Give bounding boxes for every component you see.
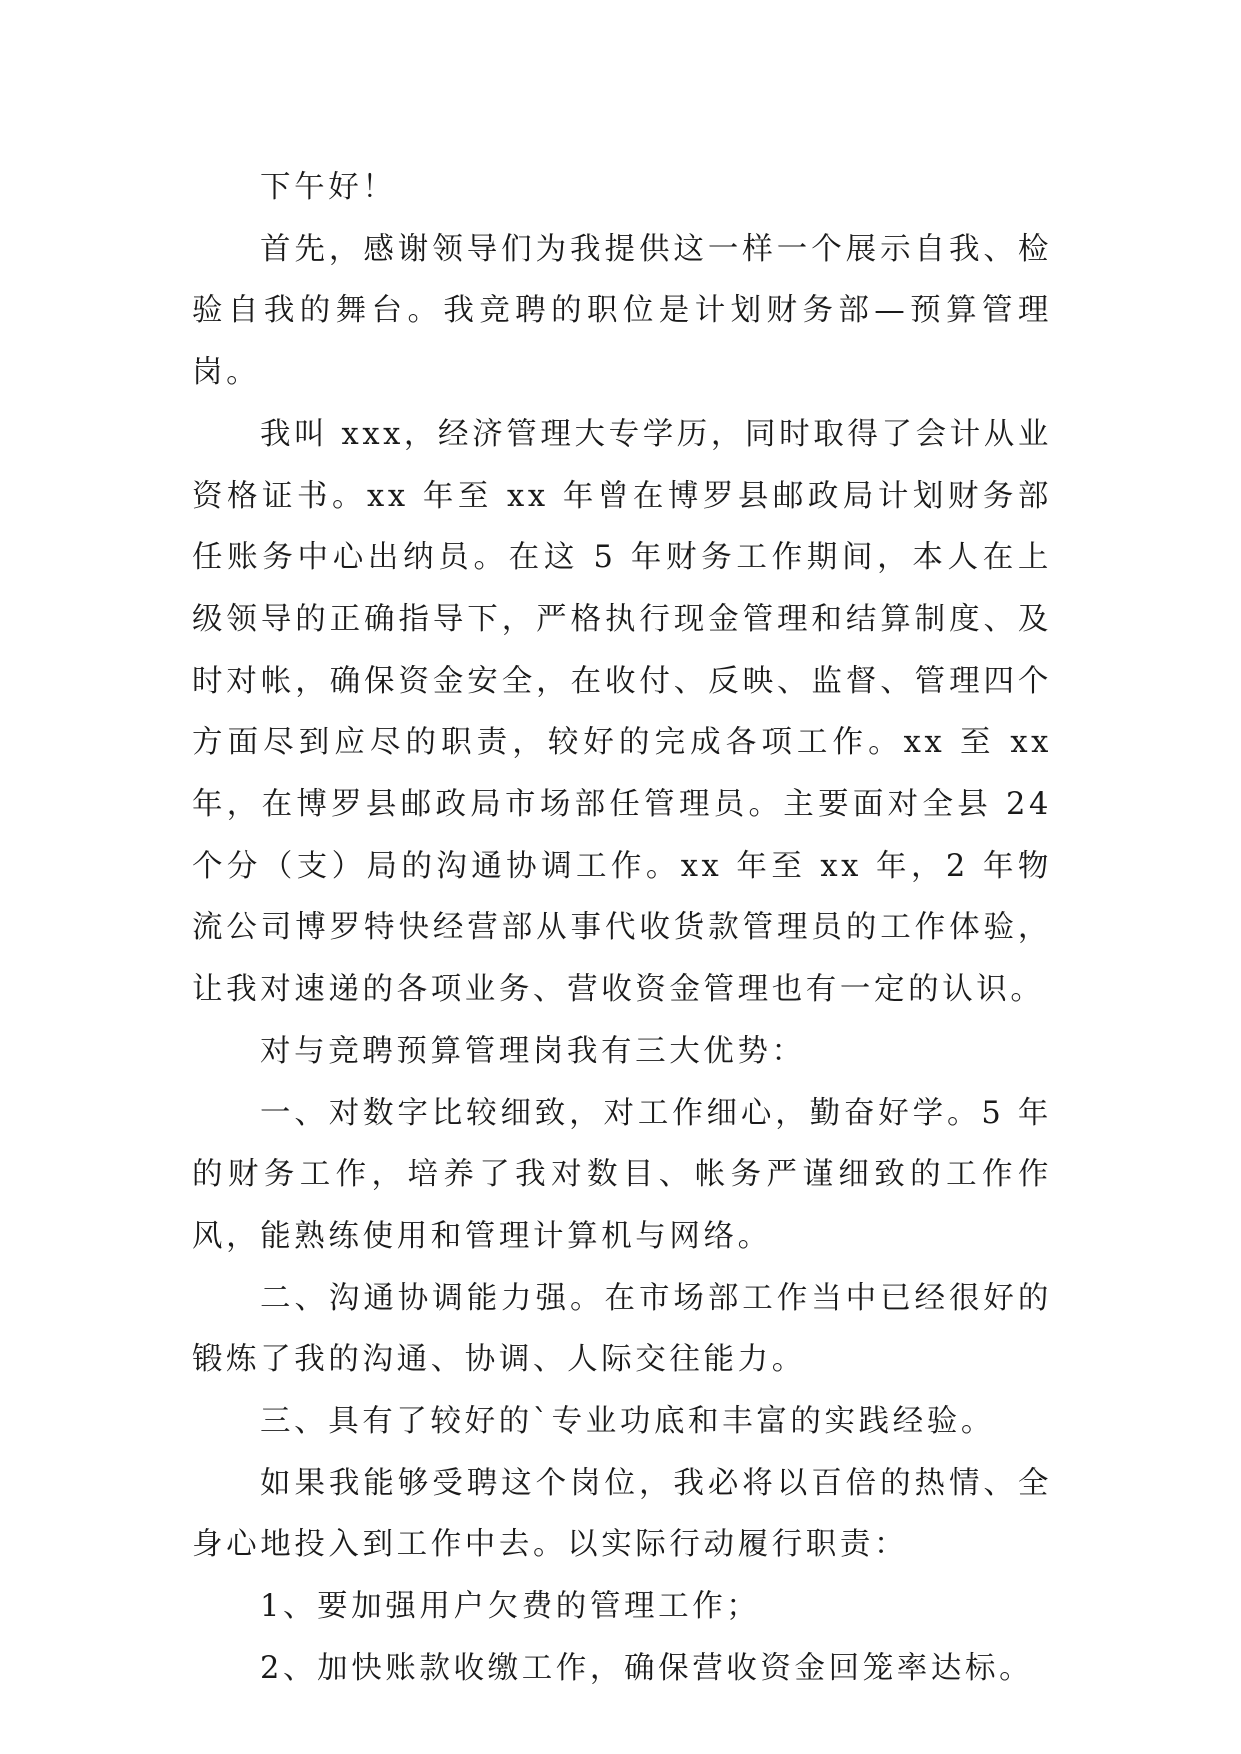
thanks-paragraph: 首先，感谢领导们为我提供这一样一个展示自我、检验自我的舞台。我竞聘的职位是计划财务部—预算管理岗。: [192, 231, 1052, 391]
duty-item-two: 2、加快账款收缴工作，确保营收资金回笼率达标。: [260, 1650, 1034, 1686]
advantage-three-paragraph: 三、具有了较好的`专业功底和丰富的实践经验。: [260, 1404, 995, 1440]
greeting-paragraph: 下午好！: [260, 170, 397, 205]
background-paragraph: 我叫 xxx，经济管理大专学历，同时取得了会计从业资格证书。xx 年至 xx 年曾在博罗县邮政局计划财务部任账务中心出纳员。在这 5 年财务工作期间，本人在上级领导的正确指导下，严格执行现金管理和结算制度、及时对帐，确保资金安全，在收付、反映、监督、管理四个方面尽到应尽的职责，较好的完成各项工作。xx 至 xx 年，在博罗县邮政局市场部任管理员。主要面对全县 24 个分（支）局的沟通协调工作。xx 年至 xx 年，2 年物流公司博罗特快经营部从事代收货款管理员的工作体验，让我对速递的各项业务、营收资金管理也有一定的认识。: [192, 416, 1052, 1008]
commitment-paragraph: 如果我能够受聘这个岗位，我必将以百倍的热情、全身心地投入到工作中去。以实际行动履行职责：: [192, 1465, 1052, 1563]
advantages-intro-paragraph: 对与竞聘预算管理岗我有三大优势：: [260, 1033, 806, 1069]
duty-item-one: 1、要加强用户欠费的管理工作；: [260, 1589, 761, 1625]
document-body: [192, 157, 1052, 1700]
advantage-two-paragraph: 二、沟通协调能力强。在市场部工作当中已经很好的锻炼了我的沟通、协调、人际交往能力。: [192, 1280, 1052, 1378]
advantage-one-paragraph: 一、对数字比较细致，对工作细心，勤奋好学。5 年的财务工作，培养了我对数目、帐务严谨细致的工作作风，能熟练使用和管理计算机与网络。: [192, 1095, 1052, 1254]
